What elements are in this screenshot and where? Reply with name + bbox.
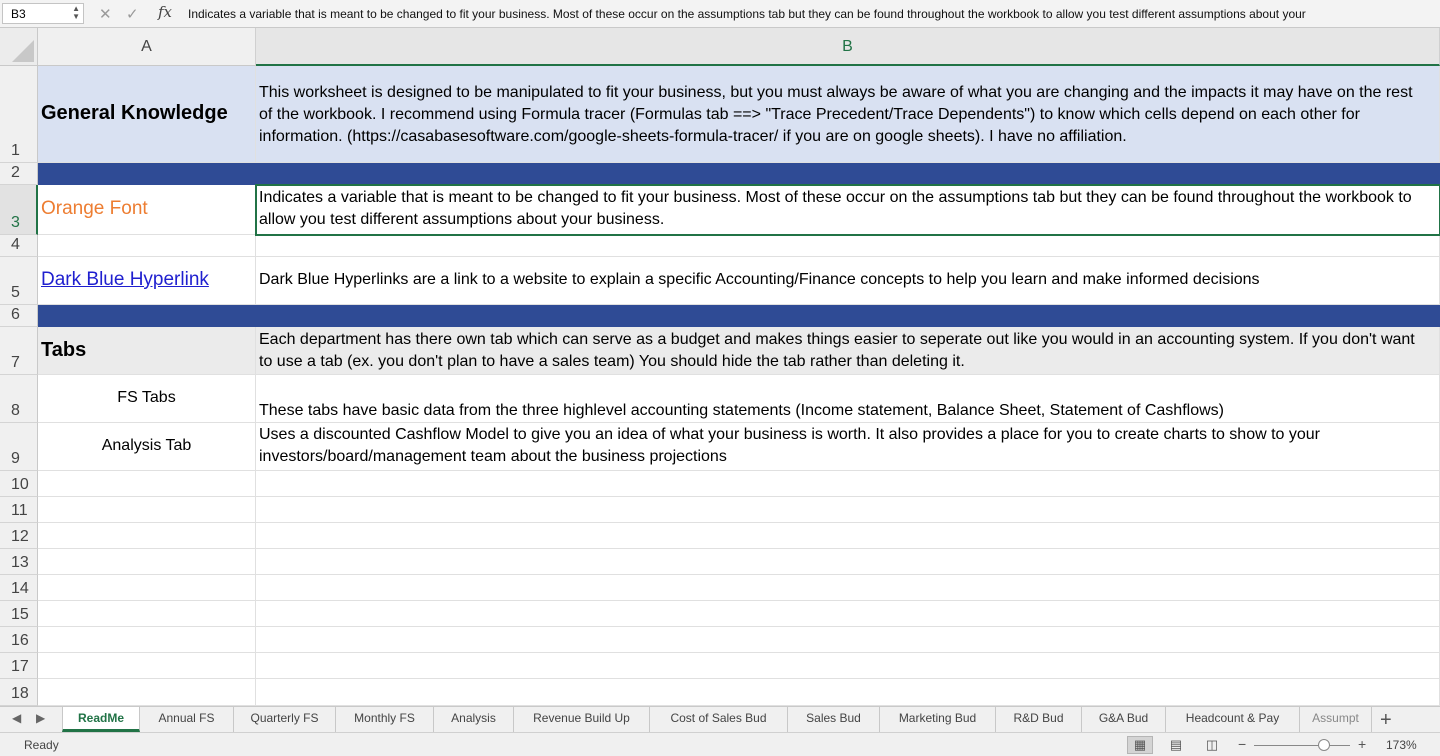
cell-a17[interactable] (38, 653, 256, 679)
cell-a8[interactable]: FS Tabs (38, 375, 256, 423)
row-header-16[interactable]: 16 (0, 627, 38, 653)
cell-a13[interactable] (38, 549, 256, 575)
cell-b8[interactable]: These tabs have basic data from the three highlevel accounting statements (Income statement, Balance Sheet, Statement of Cashflows) (256, 375, 1440, 423)
cell-b5[interactable]: Dark Blue Hyperlinks are a link to a website to explain a specific Accounting/Finance concepts to help you learn and make informed decisions (256, 257, 1440, 305)
sheet-tab-rd-bud[interactable]: R&D Bud (996, 707, 1082, 732)
cell-reference: B3 (11, 7, 26, 21)
check-icon[interactable]: ✓ (126, 6, 139, 23)
row-header-7[interactable]: 7 (0, 327, 38, 375)
close-icon[interactable]: ✕ (99, 6, 112, 23)
status-ready: Ready (24, 738, 59, 752)
status-bar (0, 732, 1440, 756)
row-header-14[interactable]: 14 (0, 575, 38, 601)
select-all-corner[interactable] (0, 28, 38, 66)
row-header-6[interactable]: 6 (0, 305, 38, 327)
cell-a5[interactable] (38, 257, 256, 305)
function-icon[interactable]: fx (158, 3, 173, 21)
cell-b11[interactable] (256, 497, 1440, 523)
cell-a3[interactable]: Orange Font (38, 185, 256, 235)
sheet-tab-quarterly-fs[interactable]: Quarterly FS (234, 707, 336, 732)
row-header-1[interactable]: 1 (0, 66, 38, 163)
column-header-b[interactable]: B (256, 28, 1440, 66)
cell-b14[interactable] (256, 575, 1440, 601)
sheet-tab-readme[interactable]: ReadMe (62, 707, 140, 732)
row-header-17[interactable]: 17 (0, 653, 38, 679)
cell-a1[interactable]: General Knowledge (38, 66, 256, 163)
name-box-stepper-icon[interactable]: ▲ ▼ (72, 4, 80, 21)
cell-a14[interactable] (38, 575, 256, 601)
sheet-tab-analysis[interactable]: Analysis (434, 707, 514, 732)
row-header-15[interactable]: 15 (0, 601, 38, 627)
cell-a18[interactable] (38, 679, 256, 706)
cell-a7[interactable]: Tabs (38, 327, 256, 375)
cell-b12[interactable] (256, 523, 1440, 549)
cell-b16[interactable] (256, 627, 1440, 653)
hyperlink-example[interactable]: Dark Blue Hyperlink (41, 269, 209, 290)
cell-a11[interactable] (38, 497, 256, 523)
sheet-tab-bar (0, 706, 1440, 732)
cell-b4[interactable] (256, 235, 1440, 257)
zoom-in-icon[interactable]: + (1358, 736, 1367, 752)
row-header-8[interactable]: 8 (0, 375, 38, 423)
cell-b3[interactable]: Indicates a variable that is meant to be changed to fit your business. Most of these occur on the assumptions tab but they can be found throughout the workbook to allow you test different assumptions about your business. (256, 185, 1440, 235)
sheet-tab-cost-of-sales-bud[interactable]: Cost of Sales Bud (650, 707, 788, 732)
cell-a15[interactable] (38, 601, 256, 627)
page-break-view-icon[interactable]: ◫ (1205, 737, 1219, 752)
sheet-tab-monthly-fs[interactable]: Monthly FS (336, 707, 434, 732)
zoom-percentage[interactable]: 173% (1386, 738, 1417, 752)
cell-b10[interactable] (256, 471, 1440, 497)
row-header-11[interactable]: 11 (0, 497, 38, 523)
cell-b1[interactable]: This worksheet is designed to be manipulated to fit your business, but you must always be aware of what you are changing and the impacts it may have on the rest of the workbook. I recommend using Formula tracer (Formulas tab ==> "Trace Precedent/Trace Dependents") to know which cells depend on each other for information. (https://casabasesoftware.com/google-sheets-formula-tracer/ if you are on google sheets). I have no affiliation. (256, 66, 1440, 163)
normal-view-icon[interactable]: ▦ (1127, 736, 1153, 754)
row-header-12[interactable]: 12 (0, 523, 38, 549)
row-header-18[interactable]: 18 (0, 679, 38, 706)
spreadsheet-grid (0, 28, 1440, 706)
section-divider-row-6[interactable] (38, 305, 1440, 327)
row-header-2[interactable]: 2 (0, 163, 38, 185)
name-box[interactable] (2, 3, 84, 24)
cell-a9[interactable]: Analysis Tab (38, 423, 256, 471)
cell-a4[interactable] (38, 235, 256, 257)
formula-bar (0, 0, 1440, 28)
row-header-3[interactable]: 3 (0, 185, 38, 235)
cell-b7[interactable]: Each department has there own tab which can serve as a budget and makes things easier to seperate out like you would in an accounting system. If you don't want to use a tab (ex. you don't plan to have a sales team) You should hide the tab rather than deleting it. (256, 327, 1440, 375)
add-sheet-icon[interactable]: + (1380, 709, 1392, 731)
formula-input[interactable]: Indicates a variable that is meant to be changed to fit your business. Most of these occur on the assumptions tab but they can be found throughout the workbook to allow you test different assumptions about your (188, 7, 1306, 21)
sheet-tab-assumptions[interactable]: Assumpt (1300, 707, 1372, 732)
cell-a16[interactable] (38, 627, 256, 653)
sheet-tab-marketing-bud[interactable]: Marketing Bud (880, 707, 996, 732)
cell-b9[interactable]: Uses a discounted Cashflow Model to give you an idea of what your business is worth. It also provides a place for you to create charts to show to your investors/board/management team about the business projections (256, 423, 1440, 471)
sheet-tab-annual-fs[interactable]: Annual FS (140, 707, 234, 732)
cell-a10[interactable] (38, 471, 256, 497)
sheet-tab-headcount-pay[interactable]: Headcount & Pay (1166, 707, 1300, 732)
cell-b18[interactable] (256, 679, 1440, 706)
zoom-slider-handle[interactable] (1318, 739, 1330, 751)
row-header-10[interactable]: 10 (0, 471, 38, 497)
zoom-slider-track[interactable] (1254, 745, 1350, 746)
row-header-5[interactable]: 5 (0, 257, 38, 305)
scroll-tabs-left-icon[interactable]: ◀ (12, 711, 22, 725)
sheet-tab-revenue-build-up[interactable]: Revenue Build Up (514, 707, 650, 732)
section-divider-row-2[interactable] (38, 163, 1440, 185)
sheet-tab-sales-bud[interactable]: Sales Bud (788, 707, 880, 732)
cell-b17[interactable] (256, 653, 1440, 679)
cell-a12[interactable] (38, 523, 256, 549)
row-header-4[interactable]: 4 (0, 235, 38, 257)
sheet-tab-ga-bud[interactable]: G&A Bud (1082, 707, 1166, 732)
column-header-a[interactable]: A (38, 28, 256, 66)
zoom-out-icon[interactable]: − (1238, 736, 1247, 752)
scroll-tabs-right-icon[interactable]: ▶ (36, 711, 46, 725)
cell-b13[interactable] (256, 549, 1440, 575)
cell-b15[interactable] (256, 601, 1440, 627)
row-header-9[interactable]: 9 (0, 423, 38, 471)
page-layout-view-icon[interactable]: ▤ (1169, 737, 1183, 752)
row-header-13[interactable]: 13 (0, 549, 38, 575)
